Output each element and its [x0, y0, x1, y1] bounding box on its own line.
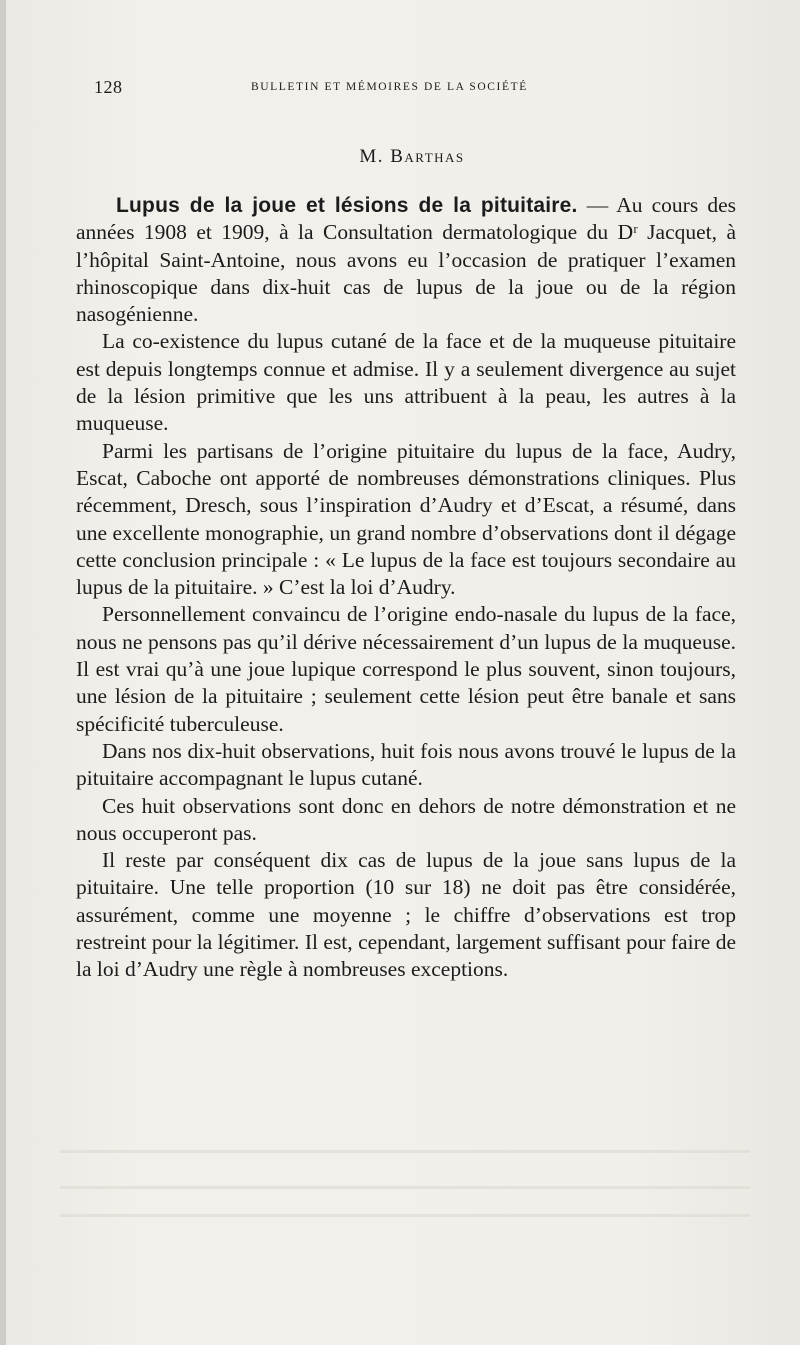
paragraph-4: Personnellement convaincu de l’origine endo-nasale du lupus de la face, nous ne pensons pas qu’il dérive nécessairement d’un lupus de la muqueuse. Il est vrai qu’à une joue lupique correspond le plus souvent, sinon toujours, une lésion de la pituitaire ; seulement cette lésion peut être banale et sans spécificité tuberculeuse. [76, 602, 736, 736]
paragraph-1-text: — Au cours des années 1908 et 1909, à la Consultation dermatologique du Dʳ Jacquet, à l’hôpital Saint-Antoine, nous avons eu l’occasion de pratiquer l’examen rhinoscopique dans dix-huit cas de lupus de la joue ou de la région nasogénienne. [76, 193, 736, 327]
page-number: 128 [94, 77, 123, 97]
paragraph-7: Il reste par conséquent dix cas de lupus de la joue sans lupus de la pituitaire. Une telle proportion (10 sur 18) ne doit pas être considérée, assurément, comme une moyenne ; le chiffre d’observations est trop restreint pour la légitimer. Il est, cependant, largement suffisant pour faire de la loi d’Audry une règle à nombreuses exceptions. [76, 848, 736, 982]
running-head: BULLETIN ET MÉMOIRES DE LA SOCIÉTÉ [251, 81, 528, 93]
paragraph-2: La co-existence du lupus cutané de la face et de la muqueuse pituitaire est depuis longtemps connue et admise. Il y a seulement divergence au sujet de la lésion primitive que les uns attribuent à la peau, les autres à la muqueuse. [76, 329, 736, 436]
article-title: Lupus de la joue et lésions de la pituitaire. [116, 194, 578, 217]
page-gutter-shadow [0, 0, 6, 1345]
author-name: Barthas [390, 146, 465, 167]
show-through-line [60, 1214, 750, 1217]
show-through-line [60, 1150, 750, 1153]
page-header [94, 77, 594, 101]
article-body [76, 192, 736, 984]
show-through-line [60, 1186, 750, 1189]
author-line [0, 146, 800, 168]
paragraph-5: Dans nos dix-huit observations, huit fois nous avons trouvé le lupus de la pituitaire accompagnant le lupus cutané. [76, 738, 736, 791]
paragraph-3: Parmi les partisans de l’origine pituitaire du lupus de la face, Audry, Escat, Caboche ont apporté de nombreuses démonstrations cliniques. Plus récemment, Dresch, sous l’inspiration d’Audry et d’Escat, a résumé, dans une excellente monographie, un grand nombre d’observations dont il dégage cette conclusion principale : « Le lupus de la face est toujours secondaire au lupus de la pituitaire. » C’est la loi d’Audry. [76, 438, 736, 600]
paragraph-6: Ces huit observations sont donc en dehors de notre démonstration et ne nous occuperont pas. [76, 793, 736, 845]
author-prefix: M. [359, 146, 391, 167]
paragraph-1 [76, 192, 736, 328]
